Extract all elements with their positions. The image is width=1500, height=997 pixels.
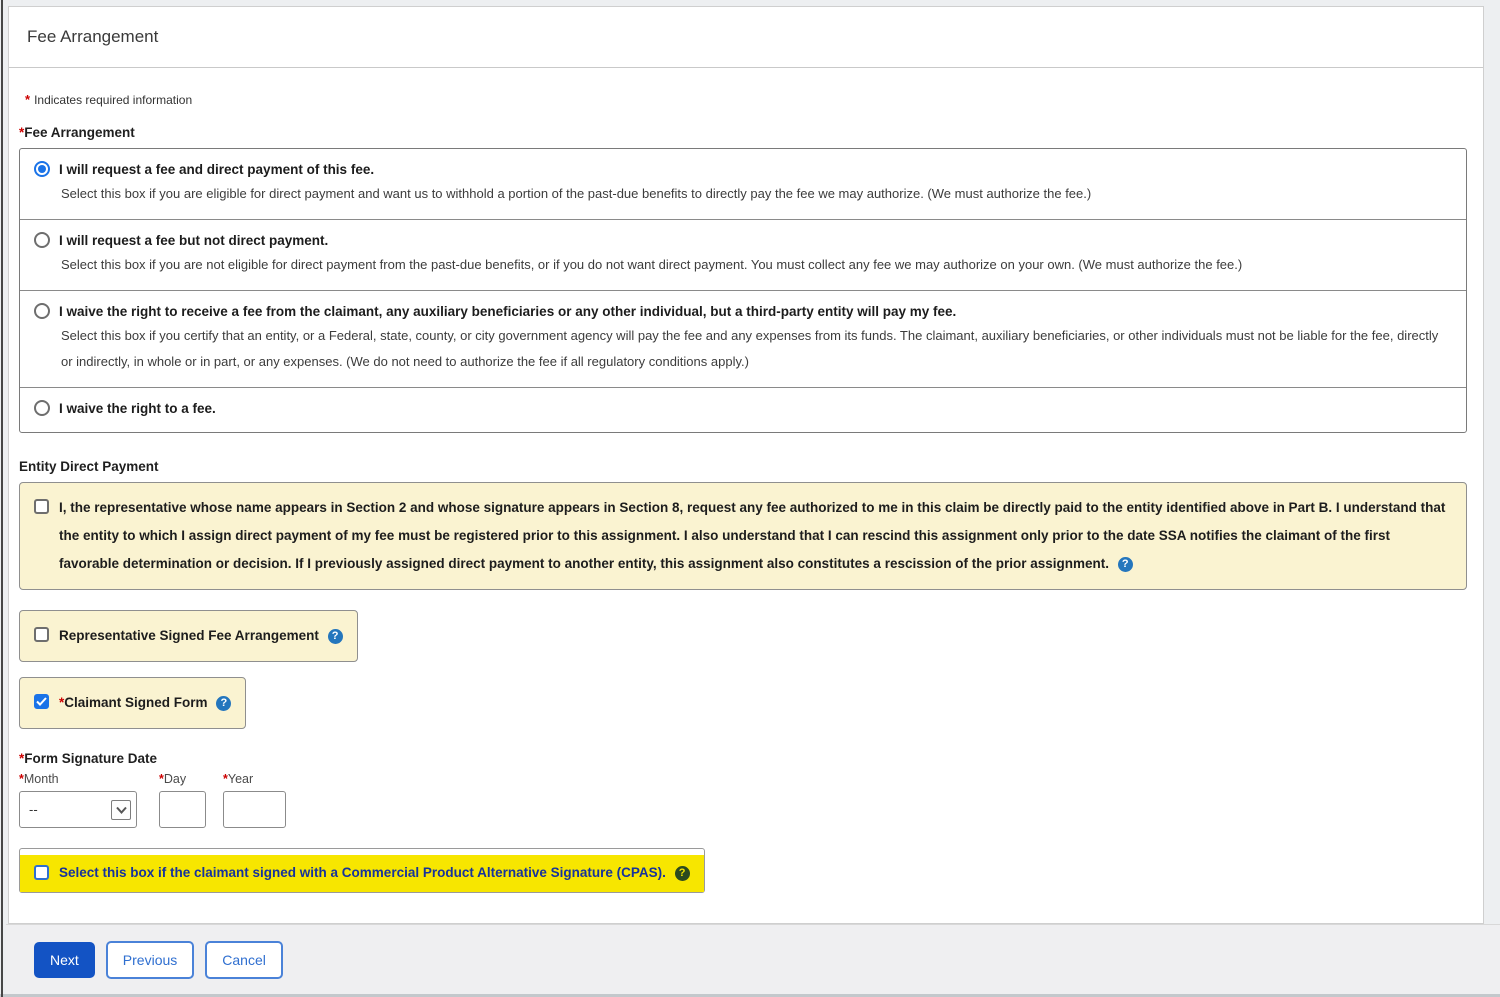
- month-select-value: --: [29, 802, 38, 817]
- radio-option-title: I will request a fee but not direct payment.: [59, 233, 329, 248]
- help-icon[interactable]: ?: [328, 629, 343, 644]
- radio-option-waive-fee[interactable]: [20, 388, 1466, 432]
- radio-option-title: I waive the right to a fee.: [59, 401, 216, 416]
- help-icon[interactable]: ?: [1118, 557, 1133, 572]
- required-asterisk: *: [25, 92, 31, 107]
- window-left-border: [1, 0, 3, 997]
- radio-option-third-party-pays[interactable]: [20, 291, 1466, 388]
- radio-button-selected[interactable]: [34, 161, 50, 177]
- entity-direct-payment-text: I, the representative whose name appears in Section 2 and whose signature appears in Section 8, request any fee authorized to me in this claim be directly paid to the entity identified above in Part B. I understand that the entity to which I assign direct payment of my fee must be registered prior to this assignment. I also understand that I can rescind this assignment only prior to the date SSA notifies the claimant of the first favorable determination or decision. If I previously assigned direct payment to another entity, this assignment also constitutes a rescission of the prior assignment. ?: [59, 500, 1446, 571]
- cpas-box: [19, 848, 705, 893]
- day-label: *Day: [159, 772, 187, 786]
- month-label: *Month: [19, 772, 59, 786]
- radio-option-title: I will request a fee and direct payment of this fee.: [59, 162, 375, 177]
- date-inputs-row: [19, 791, 1467, 828]
- radio-button[interactable]: [34, 303, 50, 319]
- chevron-down-icon: [111, 800, 131, 820]
- radio-button[interactable]: [34, 400, 50, 416]
- previous-button[interactable]: Previous: [106, 941, 194, 979]
- entity-direct-payment-box: [19, 482, 1467, 590]
- radio-option-title: I waive the right to receive a fee from the claimant, any auxiliary beneficiaries or any other individual, but a third-party entity will pay my fee.: [59, 304, 957, 319]
- page-title: Fee Arrangement: [9, 7, 1483, 68]
- month-select[interactable]: [19, 791, 137, 828]
- representative-signed-box: [19, 610, 358, 662]
- required-asterisk: *: [19, 125, 25, 140]
- help-icon[interactable]: ?: [216, 696, 231, 711]
- entity-direct-payment-checkbox[interactable]: [34, 499, 49, 514]
- form-signature-date-label: *Form Signature Date: [19, 751, 158, 766]
- form-card: [8, 6, 1484, 924]
- year-input[interactable]: [223, 791, 286, 828]
- representative-signed-checkbox[interactable]: [34, 627, 49, 642]
- radio-option-direct-payment[interactable]: [20, 149, 1466, 220]
- day-input[interactable]: [159, 791, 206, 828]
- cpas-checkbox[interactable]: [34, 865, 49, 880]
- year-label: *Year: [223, 772, 254, 786]
- form-content: [9, 92, 1483, 915]
- next-button[interactable]: Next: [34, 942, 95, 978]
- claimant-signed-checkbox-checked[interactable]: [34, 694, 49, 709]
- cancel-button[interactable]: Cancel: [205, 941, 283, 979]
- cpas-label: Select this box if the claimant signed with a Commercial Product Alternative Signature (CPAS). ?: [59, 862, 690, 884]
- date-field-labels: [19, 772, 1467, 786]
- radio-option-description: Select this box if you are eligible for direct payment and want us to withhold a portion of the past-due benefits to directly pay the fee we may authorize. (We must authorize the fee.): [61, 186, 1092, 201]
- help-icon[interactable]: ?: [675, 866, 690, 881]
- fee-arrangement-radio-group: [19, 148, 1467, 433]
- radio-option-description: Select this box if you certify that an entity, or a Federal, state, county, or city government agency will pay the fee and any expenses from its funds. The claimant, auxiliary beneficiaries, or other individuals must not be liable for the fee, directly or indirectly, in whole or in part, or any expenses. (We do not need to authorize the fee if all regulatory conditions apply.): [61, 328, 1439, 369]
- fee-arrangement-label: *Fee Arrangement: [19, 125, 135, 140]
- radio-option-description: Select this box if you are not eligible for direct payment from the past-due benefits, or if you do not want direct payment. You must collect any fee we may authorize on your own. (We must authorize the fee.): [61, 257, 1243, 272]
- claimant-signed-label: *Claimant Signed Form ?: [59, 689, 231, 717]
- radio-option-fee-no-direct-payment[interactable]: [20, 220, 1466, 291]
- required-information-note: * Indicates required information: [25, 92, 193, 107]
- form-footer: [6, 924, 1500, 997]
- entity-direct-payment-label: Entity Direct Payment: [19, 459, 159, 474]
- radio-button[interactable]: [34, 232, 50, 248]
- representative-signed-label: Representative Signed Fee Arrangement ?: [59, 622, 343, 650]
- claimant-signed-box: [19, 677, 246, 729]
